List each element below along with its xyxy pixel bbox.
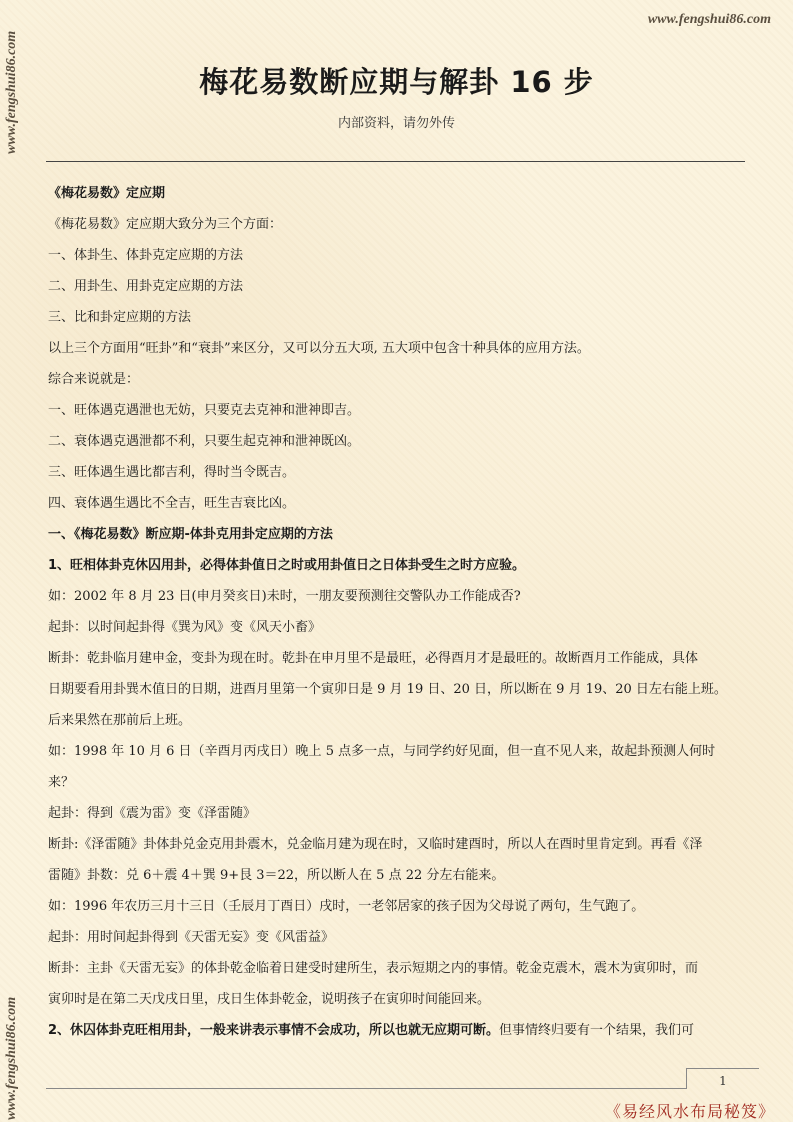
document-body <box>48 178 748 1046</box>
paragraph-line: 一、旺体遇克遇泄也无妨，只要克去克神和泄神即吉。 <box>48 403 361 418</box>
paragraph-line: 断卦：乾卦临月建申金，变卦为现在时。乾卦在申月里不是最旺，必得酉月才是最旺的。故断酉月工作能成，具体 <box>48 651 699 666</box>
section-heading: 一、《梅花易数》断应期-体卦克用卦定应期的方法 <box>48 527 333 542</box>
footer-divider <box>46 1088 686 1089</box>
side-watermark-bottom: www.fengshui86.com <box>4 996 19 1120</box>
paragraph-line: 如：2002 年 8 月 23 日(申月癸亥日)未时，一朋友要预测往交警队办工作能成否? <box>48 589 521 604</box>
paragraph-line: 一、体卦生、体卦克定应期的方法 <box>48 248 244 263</box>
paragraph-line-mixed <box>48 1015 748 1046</box>
page-number: 1 <box>686 1068 759 1089</box>
rule-heading-inline: 2、休囚体卦克旺相用卦，一般来讲表示事情不会成功，所以也就无应期可断。 <box>48 1023 500 1038</box>
paragraph-line: 寅卯时是在第二天戊戌日里，戌日生体卦乾金，说明孩子在寅卯时间能回来。 <box>48 992 491 1007</box>
paragraph-line: 起卦：得到《震为雷》变《泽雷随》 <box>48 806 257 821</box>
paragraph-line: 以上三个方面用“旺卦”和“衰卦”来区分，又可以分五大项, 五大项中包含十种具体的应用方法。 <box>48 341 590 356</box>
paragraph-line: 日期要看用卦巽木值日的日期，进酉月里第一个寅卯日是 9 月 19 日、20 日，所以断在 9 月 19、20 日左右能上班。 <box>48 682 727 697</box>
paragraph-line: 起卦：以时间起卦得《巽为风》变《风天小畜》 <box>48 620 322 635</box>
paragraph-line: 断卦:《泽雷随》卦体卦兑金克用卦震木，兑金临月建为现在时，又临时建酉时，所以人在酉时里肯定到。再看《泽 <box>48 837 703 852</box>
paragraph-line: 后来果然在那前后上班。 <box>48 713 192 728</box>
paragraph-line: 三、比和卦定应期的方法 <box>48 310 192 325</box>
paragraph-line: 雷随》卦数：兑 6＋震 4＋巽 9+艮 3＝22，所以断人在 5 点 22 分左右能来。 <box>48 868 505 883</box>
header-divider <box>46 161 745 162</box>
paragraph-line: 《梅花易数》定应期大致分为三个方面： <box>48 217 283 232</box>
footer-book-title: 《易经风水布局秘笈》 <box>604 1102 775 1121</box>
header-url: www.fengshui86.com <box>647 12 771 27</box>
paragraph-line: 起卦：用时间起卦得到《天雷无妄》变《风雷益》 <box>48 930 335 945</box>
paragraph-line: 综合来说就是： <box>48 372 140 387</box>
paragraph-line: 断卦：主卦《天雷无妄》的体卦乾金临着日建受时建所生，表示短期之内的事情。乾金克震木，震木为寅卯时，而 <box>48 961 699 976</box>
document-subtitle: 内部资料，请勿外传 <box>337 116 455 131</box>
section-heading: 《梅花易数》定应期 <box>48 186 166 201</box>
paragraph-line: 来？ <box>48 775 75 790</box>
document-title: 梅花易数断应期与解卦 16 步 <box>199 65 594 99</box>
paragraph-line: 如：1998 年 10 月 6 日（辛酉月丙戌日）晚上 5 点多一点，与同学约好见面，但一直不见人来，故起卦预测人何时 <box>48 744 716 759</box>
paragraph-line: 三、旺体遇生遇比都吉利，得时当令既吉。 <box>48 465 296 480</box>
rule-heading: 1、旺相体卦克休囚用卦，必得体卦值日之时或用卦值日之日体卦受生之时方应验。 <box>48 558 526 573</box>
side-watermark-top: www.fengshui86.com <box>4 30 19 154</box>
paragraph-text-inline: 但事情终归要有一个结果，我们可 <box>499 1023 695 1038</box>
paragraph-line: 如：1996 年农历三月十三日（壬辰月丁酉日）戌时，一老邻居家的孩子因为父母说了两句，生气跑了。 <box>48 899 645 914</box>
paragraph-line: 四、衰体遇生遇比不全吉，旺生吉衰比凶。 <box>48 496 296 511</box>
paragraph-line: 二、用卦生、用卦克定应期的方法 <box>48 279 244 294</box>
paragraph-line: 二、衰体遇克遇泄都不利，只要生起克神和泄神既凶。 <box>48 434 361 449</box>
